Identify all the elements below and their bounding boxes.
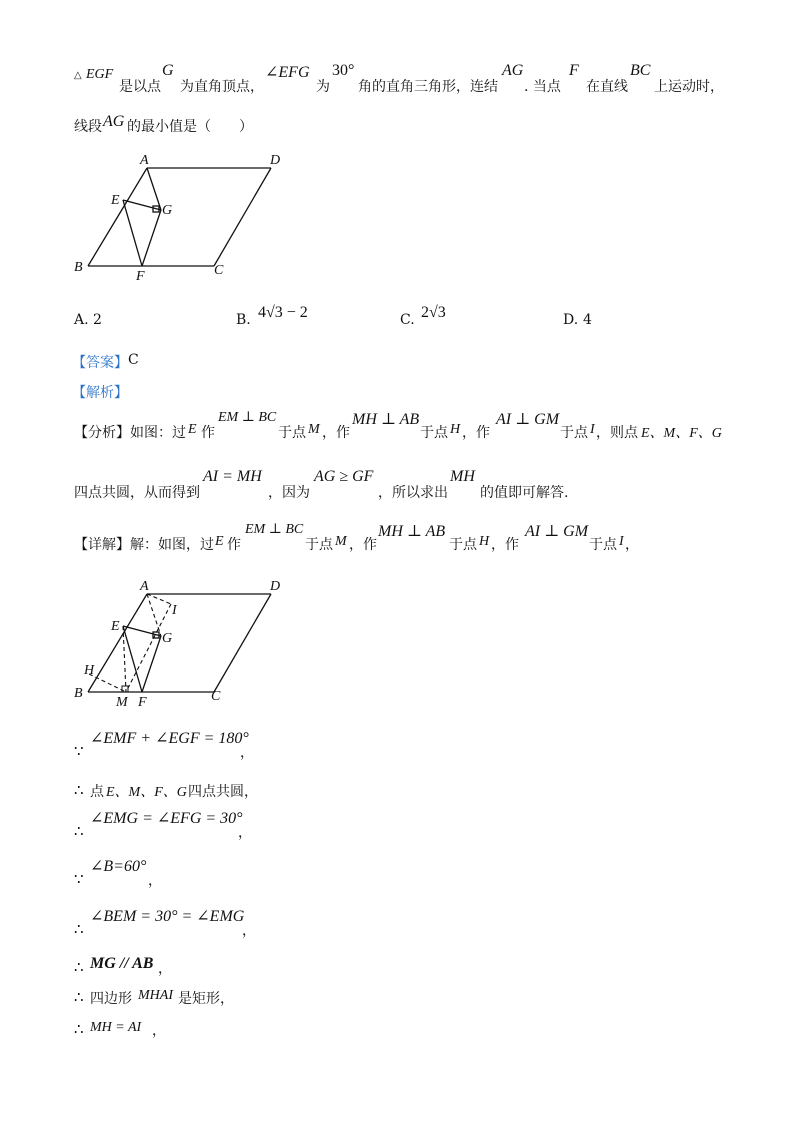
math-em-perp-bc: EM ⊥ BC: [218, 410, 277, 425]
text: . 当点: [524, 79, 561, 95]
step-tail: 是矩形，: [178, 991, 234, 1007]
math-f: F: [569, 62, 579, 79]
label-b: B: [74, 260, 83, 275]
math-e: E: [188, 422, 197, 437]
because-symbol: ∵: [74, 742, 84, 760]
therefore-symbol: ∴: [74, 988, 84, 1006]
step-tail: ，: [152, 1023, 166, 1039]
text: 四点共圆，从而得到: [74, 485, 200, 501]
math-h: H: [450, 422, 461, 437]
text: ，作: [462, 425, 490, 441]
text: 为: [316, 79, 330, 95]
step-formula: ∠EMG = ∠EFG = 30°: [90, 810, 243, 827]
label-f: F: [136, 269, 145, 284]
text: ，作: [322, 425, 350, 441]
analysis-tag: 【解析】: [72, 385, 128, 401]
text: ，作: [491, 537, 519, 553]
answer-value: C: [128, 352, 139, 368]
step-tail: ，: [238, 825, 252, 841]
math-ai-perp-gm: AI ⊥ GM: [525, 523, 589, 540]
therefore-symbol: ∴: [74, 822, 84, 840]
step-text: 点: [90, 784, 104, 800]
label-f: F: [138, 695, 147, 710]
step-tail: ，: [240, 745, 254, 761]
step-math: MHAI: [138, 988, 173, 1003]
label-b: B: [74, 686, 83, 701]
label-e: E: [111, 619, 120, 634]
math-mh-perp-ab: MH ⊥ AB: [352, 411, 420, 428]
text: 于点: [449, 537, 477, 553]
text: 的值即可解答.: [480, 485, 569, 501]
figure-parallelogram-1: [66, 148, 302, 284]
step-math: E、M、F、G: [106, 785, 187, 800]
math-30deg: 30°: [332, 62, 355, 79]
math-mh: MH: [450, 468, 475, 485]
text: 是以点: [119, 79, 161, 95]
text: ，: [625, 537, 639, 553]
text: 于点: [589, 537, 617, 553]
math-mh-perp-ab: MH ⊥ AB: [378, 523, 446, 540]
text: 上运动时，: [654, 79, 724, 95]
label-c: C: [211, 689, 221, 704]
option-letter: A.: [74, 312, 89, 328]
label-i: I: [172, 603, 177, 618]
text: ，作: [349, 537, 377, 553]
text: 于点: [278, 425, 306, 441]
text: 于点: [420, 425, 448, 441]
step-tail: 四点共圆，: [188, 784, 258, 800]
therefore-symbol: ∴: [74, 958, 84, 976]
math-ai-eq-mh: AI = MH: [203, 468, 262, 485]
triangle-symbol: △: [74, 70, 82, 81]
step-tail: ，: [148, 873, 162, 889]
text: ，则点: [596, 425, 638, 441]
label-m: M: [116, 695, 128, 710]
text: 【详解】解：如图，过: [74, 537, 214, 553]
math-ag: AG: [103, 113, 125, 130]
math-e: E: [215, 534, 224, 549]
label-d: D: [270, 579, 281, 594]
label-g: G: [162, 203, 173, 218]
option-letter: C.: [400, 312, 415, 328]
label-d: D: [270, 153, 281, 168]
step-formula: MG // AB: [90, 955, 154, 972]
because-symbol: ∵: [74, 870, 84, 888]
text: 的最小值是（ ）: [127, 119, 253, 135]
text: 于点: [560, 425, 588, 441]
step-formula: MH = AI: [90, 1020, 142, 1035]
option-value: 4: [583, 312, 592, 328]
math-egf: EGF: [86, 67, 114, 82]
math-m: M: [335, 534, 347, 549]
text: ，因为: [268, 485, 310, 501]
therefore-symbol: ∴: [74, 781, 84, 799]
text: 为直角顶点，: [180, 79, 264, 95]
math-emfg: E、M、F、G: [641, 426, 722, 441]
math-bc: BC: [630, 62, 651, 79]
math-h: H: [479, 534, 490, 549]
text: 在直线: [586, 79, 628, 95]
therefore-symbol: ∴: [74, 920, 84, 938]
text: 作: [227, 537, 241, 553]
text: 线段: [74, 119, 102, 135]
text: ，所以求出: [378, 485, 448, 501]
step-tail: ，: [158, 961, 172, 977]
step-formula: ∠B=60°: [90, 858, 147, 875]
label-a: A: [140, 153, 149, 168]
math-angle-efg: ∠EFG: [265, 64, 310, 81]
math-i: I: [590, 422, 595, 437]
math-g: G: [162, 62, 174, 79]
text: 【分析】如图：过: [74, 425, 186, 441]
option-letter: B.: [236, 312, 251, 328]
math-em-perp-bc: EM ⊥ BC: [245, 522, 304, 537]
answer-tag: 【答案】: [72, 355, 128, 371]
therefore-symbol: ∴: [74, 1020, 84, 1038]
math-ai-perp-gm: AI ⊥ GM: [496, 411, 560, 428]
math-m: M: [308, 422, 320, 437]
text: 于点: [305, 537, 333, 553]
option-value: 2√3: [421, 304, 446, 321]
step-formula: ∠EMF + ∠EGF = 180°: [90, 730, 249, 747]
option-letter: D.: [563, 312, 579, 328]
step-formula: ∠BEM = 30° = ∠EMG: [90, 908, 245, 925]
option-value: 4√3 − 2: [258, 304, 308, 321]
label-e: E: [111, 193, 120, 208]
math-ag-ge-gf: AG ≥ GF: [314, 468, 374, 485]
label-c: C: [214, 263, 224, 278]
text: 角的直角三角形，连结: [358, 79, 498, 95]
figure-parallelogram-2: [66, 574, 302, 714]
label-h: H: [84, 663, 95, 678]
math-i: I: [619, 534, 624, 549]
label-a: A: [140, 579, 149, 594]
label-g: G: [162, 631, 173, 646]
step-tail: ，: [242, 923, 256, 939]
text: 作: [201, 425, 215, 441]
math-ag: AG: [502, 62, 524, 79]
step-text: 四边形: [90, 991, 132, 1007]
option-value: 2: [93, 312, 102, 328]
